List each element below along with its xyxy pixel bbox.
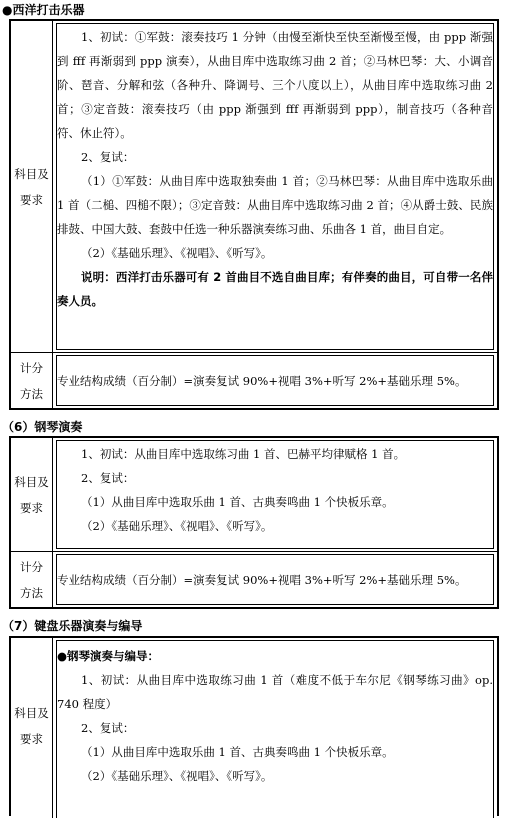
paragraph-retest-item1: （1）从曲目库中选取乐曲 1 首、古典奏鸣曲 1 个快板乐章。 bbox=[81, 495, 394, 509]
requirements-label-line2: 要求 bbox=[20, 192, 43, 207]
inner-frame bbox=[56, 23, 494, 350]
scoring-label bbox=[11, 353, 53, 408]
keyboard-requirements-row bbox=[11, 638, 497, 818]
scoring-formula: 专业结构成绩（百分制）=演奏复试 90%+视唱 3%+听写 2%+基础乐理 5%。 bbox=[57, 572, 467, 587]
requirements-label bbox=[11, 638, 53, 818]
keyboard-table bbox=[9, 636, 499, 816]
requirements-label-line2: 要求 bbox=[20, 732, 43, 746]
piano-requirements-row bbox=[11, 438, 497, 551]
paragraph-initial-exam: 1、初试：①军鼓：滚奏技巧 1 分钟（由慢至渐快至快至渐慢至慢，由 ppp 渐强到 fff 再渐弱到 ppp 演奏），从曲目库中选取练习曲 2 首；②马林巴琴：大、小调音阶、琶音、分解和弦（各种升、降调号、三个八度以上），从曲目库中选取练习曲 2 首；③定音鼓：滚奏技巧（由 ppp 渐强到 fff 再渐弱到 ppp），制音技巧（各种音符、休止符）。 bbox=[57, 30, 493, 140]
sub-heading-piano-directing: ●钢琴演奏与编导： bbox=[57, 649, 160, 663]
percussion-scoring-row bbox=[11, 352, 497, 408]
scoring-label-line2: 方法 bbox=[20, 585, 43, 600]
paragraph-retest-title: 2、复试： bbox=[81, 471, 135, 485]
section-heading-keyboard: （7）键盘乐器演奏与编导 bbox=[2, 619, 143, 633]
section-heading-percussion: ●西洋打击乐器 bbox=[2, 3, 85, 17]
paragraph-initial-exam: 1、初试：从曲目库中选取练习曲 1 首（难度不低于车尔尼《钢琴练习曲》op. 740 程度） bbox=[57, 673, 493, 711]
scoring-formula: 专业结构成绩（百分制）=演奏复试 90%+视唱 3%+听写 2%+基础乐理 5%。 bbox=[57, 373, 467, 388]
piano-table bbox=[9, 436, 499, 609]
paragraph-retest-title: 2、复试： bbox=[81, 721, 135, 735]
piano-scoring-row bbox=[11, 551, 497, 607]
requirements-label-line1: 科目及 bbox=[14, 474, 49, 489]
paragraph-retest-item2: （2）《基础乐理》、《视唱》、《听写》。 bbox=[81, 246, 273, 260]
paragraph-retest-item1: （1）从曲目库中选取乐曲 1 首、古典奏鸣曲 1 个快板乐章。 bbox=[81, 745, 394, 759]
requirements-label-line1: 科目及 bbox=[14, 166, 49, 181]
piano-requirements-content bbox=[53, 438, 497, 551]
paragraph-retest-item2: （2）《基础乐理》、《视唱》、《听写》。 bbox=[81, 769, 273, 783]
piano-scoring-content bbox=[53, 552, 497, 607]
scoring-label-line1: 计分 bbox=[20, 360, 43, 375]
scoring-label-line2: 方法 bbox=[20, 386, 43, 401]
percussion-scoring-content bbox=[53, 353, 497, 408]
requirements-label bbox=[11, 438, 53, 551]
paragraph-retest-item2: （2）《基础乐理》、《视唱》、《听写》。 bbox=[81, 519, 273, 533]
paragraph-retest-title: 2、复试： bbox=[81, 150, 135, 164]
section-heading-piano: （6）钢琴演奏 bbox=[2, 420, 83, 434]
scoring-label-line1: 计分 bbox=[20, 559, 43, 574]
inner-frame bbox=[56, 554, 494, 605]
paragraph-note: 说明：西洋打击乐器可有 2 首曲目不选自曲目库；有伴奏的曲目，可自带一名伴奏人员。 bbox=[57, 270, 493, 308]
paragraph-initial-exam: 1、初试：从曲目库中选取练习曲 1 首、巴赫平均律赋格 1 首。 bbox=[81, 447, 406, 461]
percussion-requirements-row bbox=[11, 21, 497, 352]
requirements-label-line1: 科目及 bbox=[14, 706, 49, 720]
requirements-label bbox=[11, 21, 53, 352]
inner-frame bbox=[56, 640, 494, 818]
requirements-label-line2: 要求 bbox=[20, 500, 43, 515]
inner-frame bbox=[56, 440, 494, 549]
keyboard-requirements-content bbox=[53, 638, 497, 818]
percussion-requirements-content bbox=[53, 21, 497, 352]
inner-frame bbox=[56, 355, 494, 406]
scoring-label bbox=[11, 552, 53, 607]
percussion-table bbox=[9, 19, 499, 410]
paragraph-retest-item1: （1）①军鼓：从曲目库中选取独奏曲 1 首；②马林巴琴：从曲目库中选取乐曲 1 首（二槌、四槌不限）；③定音鼓：从曲目库中选取练习曲 2 首；④从爵士鼓、民族排鼓、中国大鼓、套鼓中任选一种乐器演奏练习曲、乐曲各 1 首，曲目自定。 bbox=[57, 174, 493, 236]
